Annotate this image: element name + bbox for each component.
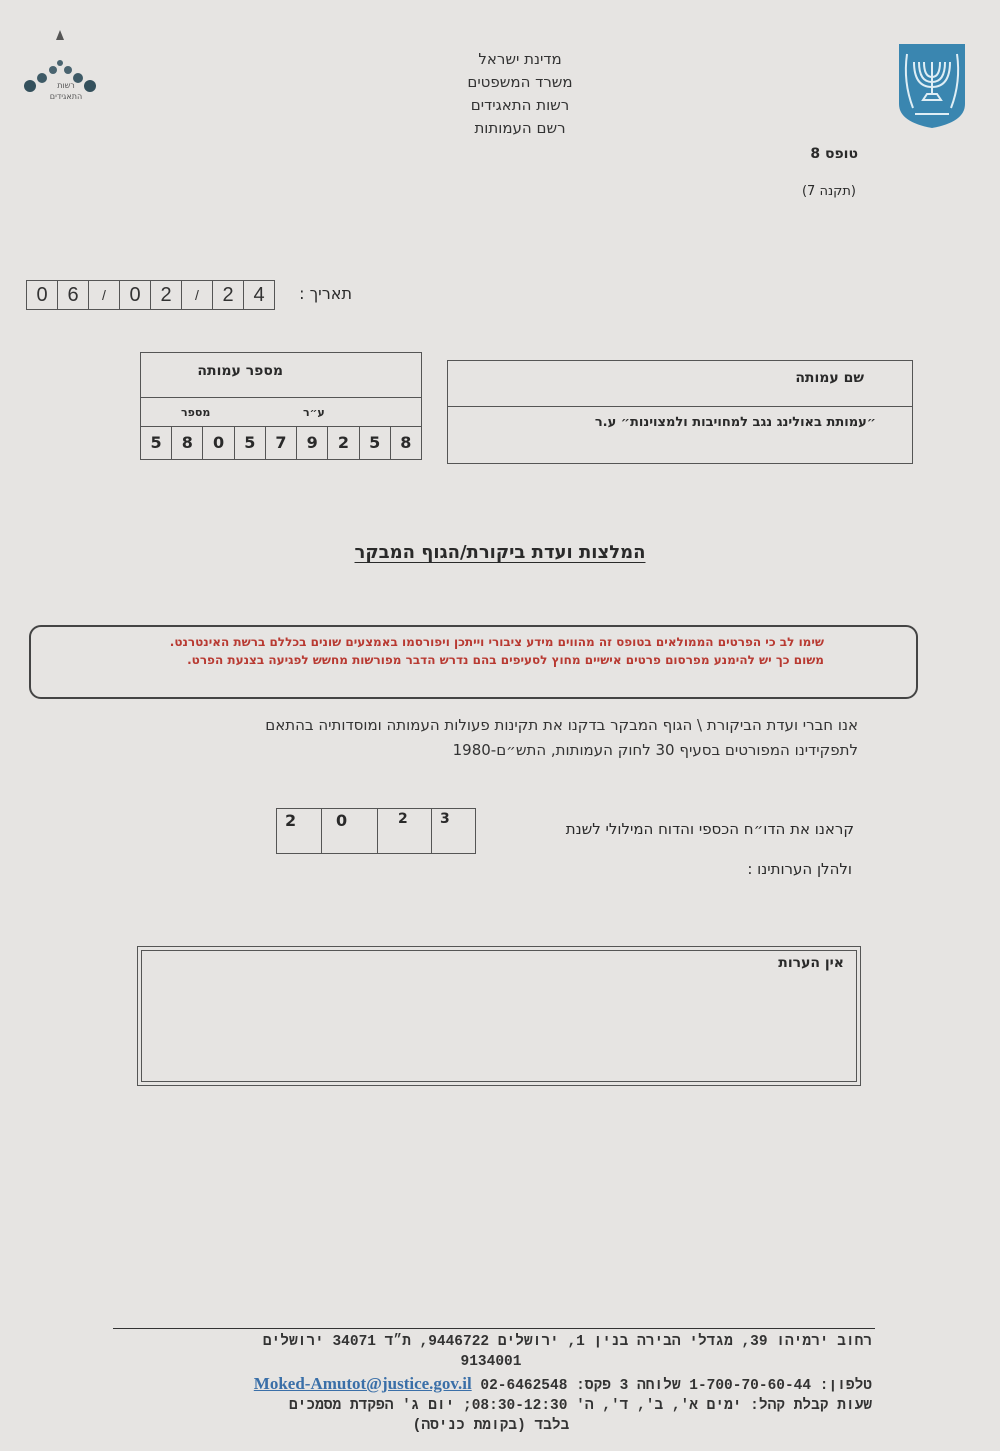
association-number-field[interactable] <box>141 426 421 459</box>
regulation-ref: (תקנה 7) <box>801 184 856 199</box>
city-sublabel: ע״ר <box>303 406 325 419</box>
association-number-box <box>140 352 422 460</box>
read-report-text: קראנו את הדו״ח הכספי והדוח המילולי לשנת <box>565 820 854 838</box>
notes-lead-text: ולהלן הערותינו : <box>747 860 852 878</box>
state-emblem-menorah-icon <box>897 42 967 130</box>
ministry-header <box>420 48 620 140</box>
date-separator: / <box>89 281 120 309</box>
logo-text-line: התאגידים <box>49 92 83 101</box>
declaration-line: לתפקידינו המפורטים בסעיף 30 לחוק העמותות, התש״ם-1980 <box>452 741 858 759</box>
association-digit: 7 <box>265 427 296 459</box>
declaration-line: אנו חברי ועדת הביקורת \ הגוף המבקר בדקנו את תקינות פעולות העמותה ומוסדותיה בהתאם <box>265 716 858 734</box>
date-separator: / <box>182 281 213 309</box>
privacy-warning <box>29 625 918 699</box>
association-digit: 5 <box>234 427 265 459</box>
comments-box <box>137 946 861 1086</box>
association-digit: 0 <box>202 427 233 459</box>
footer-hours-note: בלבד (בקומת כניסה) <box>412 1418 570 1434</box>
corporations-authority-logo <box>20 28 110 106</box>
date-label: תאריך : <box>299 284 352 303</box>
ministry-line: משרד המשפטים <box>467 73 573 91</box>
association-digit: 9 <box>296 427 327 459</box>
footer-address: רחוב ירמיהו 39, מגדלי הבירה בנין 1, ירושלים 9446722, ת״ד 34071 ירושלים <box>262 1334 872 1350</box>
ministry-line: רשם העמותות <box>474 119 566 137</box>
association-name-title: שם עמותה <box>448 361 912 407</box>
date-char: 0 <box>27 281 58 309</box>
date-char: 2 <box>213 281 244 309</box>
year-digit: 2 <box>277 809 322 853</box>
year-digit: 2 <box>378 809 432 853</box>
warning-line: משום כך יש להימנע מפרסום פרטים אישיים מחוץ לסעיפים בהם נדרש הדבר מפורשות מחשש לפגיעה בצנעת הפרט. <box>187 653 824 667</box>
section-title: המלצות ועדת ביקורת/הגוף המבקר <box>354 542 646 563</box>
date-field[interactable] <box>26 280 275 310</box>
declaration-paragraph <box>100 713 858 763</box>
date-char: 6 <box>58 281 89 309</box>
year-digit: 3 <box>440 811 450 827</box>
footer-hours: שעות קבלת קהל: ימים א', ב', ד', ה' 08:30-12:30; יום ג' הפקדת מסמכים <box>288 1398 872 1414</box>
form-number: טופס 8 <box>810 146 858 162</box>
footer-contact <box>110 1332 872 1436</box>
association-name-box <box>447 360 913 464</box>
warning-line: שימו לב כי הפרטים הממולאים בטופס זה מהווים מידע ציבורי וייתכן ויפורסמו באמצעים שונים בכללם ברשת האינטרנט. <box>169 635 824 649</box>
footer-postal-code: 9134001 <box>460 1354 522 1370</box>
date-char: 2 <box>151 281 182 309</box>
comments-field[interactable]: אין הערות <box>141 950 857 1082</box>
association-digit: 5 <box>359 427 390 459</box>
association-digit: 8 <box>390 427 421 459</box>
logo-text-line: רשות <box>57 81 75 90</box>
association-name-field[interactable]: ״עמותת באולינג נגב למחויבות ולמצוינות״ ע.ר <box>594 415 876 430</box>
footer-phone: טלפון: 1-700-70-60-44 שלוחה 3 פקס: 02-6462548 <box>480 1378 872 1394</box>
association-number-title: מספר עמותה <box>141 353 421 398</box>
state-emblem <box>897 42 967 130</box>
number-sublabel: מספר <box>181 406 211 419</box>
ministry-line: רשות התאגידים <box>470 96 570 114</box>
year-digit: 0 <box>322 809 378 853</box>
footer-divider <box>113 1328 875 1329</box>
date-char: 4 <box>253 284 265 306</box>
date-char: 0 <box>120 281 151 309</box>
association-digit: 8 <box>171 427 202 459</box>
ministry-line: מדינת ישראל <box>478 50 562 68</box>
association-digit: 5 <box>150 433 162 452</box>
footer-email-link[interactable]: Moked-Amutot@justice.gov.il <box>253 1374 472 1393</box>
report-year-field[interactable] <box>276 808 476 854</box>
association-digit: 2 <box>327 427 358 459</box>
